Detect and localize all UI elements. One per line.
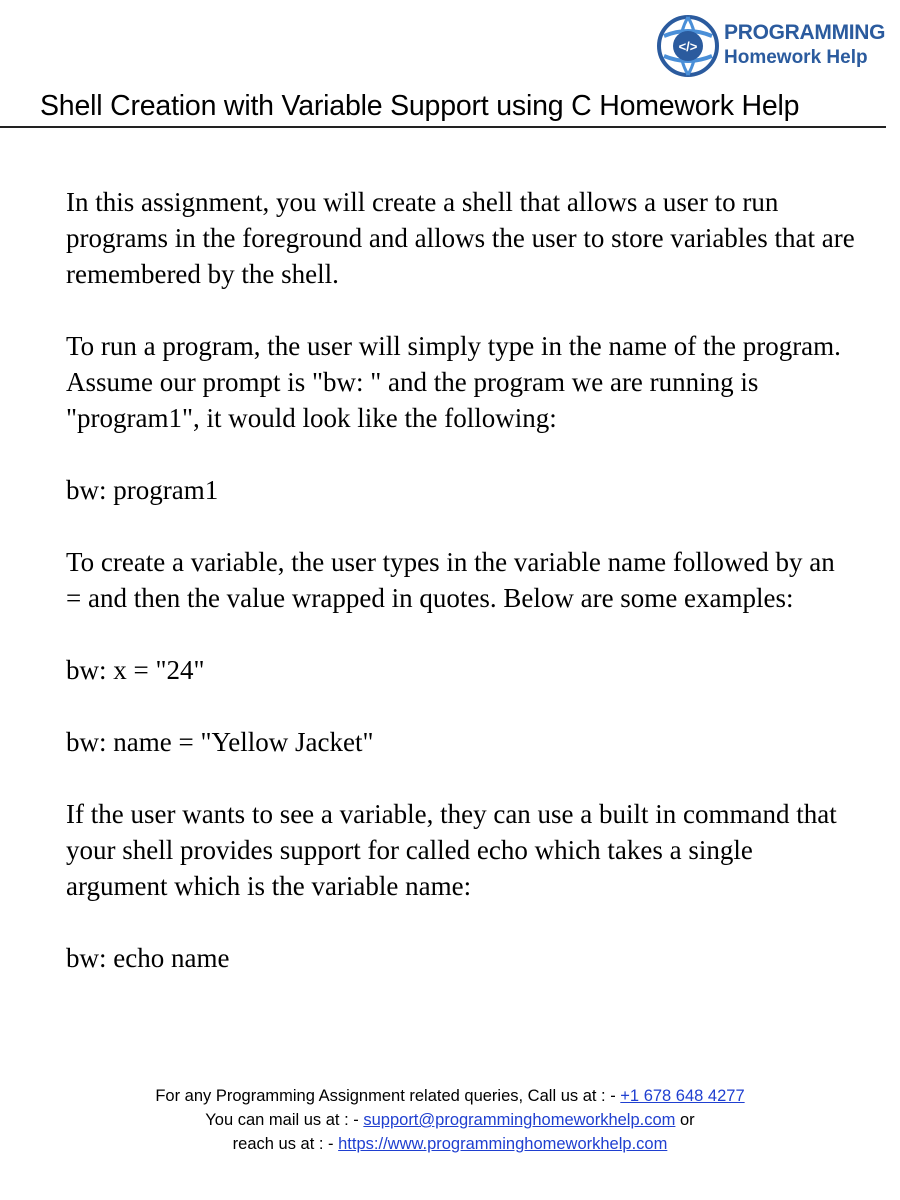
brand-logo	[656, 12, 896, 82]
create-variable-paragraph: To create a variable, the user types in the variable name followed by an = and then the value wrapped in quotes. Below are some examples:	[66, 547, 835, 613]
title-divider	[0, 126, 886, 128]
example-program-command: bw: program1	[66, 475, 219, 505]
assignment-body	[66, 184, 856, 1012]
footer-email-line	[0, 1108, 900, 1132]
example-echo-command: bw: echo name	[66, 943, 230, 973]
svg-text:</>: </>	[678, 39, 698, 54]
footer-phone-line	[0, 1084, 900, 1108]
footer-phone-label: For any Programming Assignment related queries, Call us at : -	[155, 1087, 621, 1105]
intro-paragraph: In this assignment, you will create a shell that allows a user to run programs in the foreground and allows the user to store variables that are remembered by the shell.	[66, 187, 855, 289]
contact-footer	[0, 1084, 900, 1156]
logo-line-2: Homework Help	[724, 47, 868, 68]
footer-website-label: reach us at : -	[232, 1135, 339, 1153]
footer-email-suffix: or	[675, 1111, 695, 1129]
example-variable-x: bw: x = "24"	[66, 655, 205, 685]
example-variable-name: bw: name = "Yellow Jacket"	[66, 727, 374, 757]
footer-website-line	[0, 1132, 900, 1156]
phone-link[interactable]: +1 678 648 4277	[620, 1087, 745, 1105]
footer-email-label: You can mail us at : -	[205, 1111, 364, 1129]
run-program-paragraph: To run a program, the user will simply type in the name of the program. Assume our prompt is "bw: " and the program we are running is "program1", it would look like the following:	[66, 331, 841, 433]
logo-line-1: PROGRAMMING	[724, 21, 886, 44]
website-link[interactable]: https://www.programminghomeworkhelp.com	[338, 1135, 668, 1153]
email-link[interactable]: support@programminghomeworkhelp.com	[363, 1111, 676, 1129]
page-title: Shell Creation with Variable Support using C Homework Help	[40, 90, 800, 122]
echo-paragraph: If the user wants to see a variable, they can use a built in command that your shell provides support for called echo which takes a single argument which is the variable name:	[66, 799, 837, 901]
code-brackets-globe-icon	[656, 14, 720, 78]
